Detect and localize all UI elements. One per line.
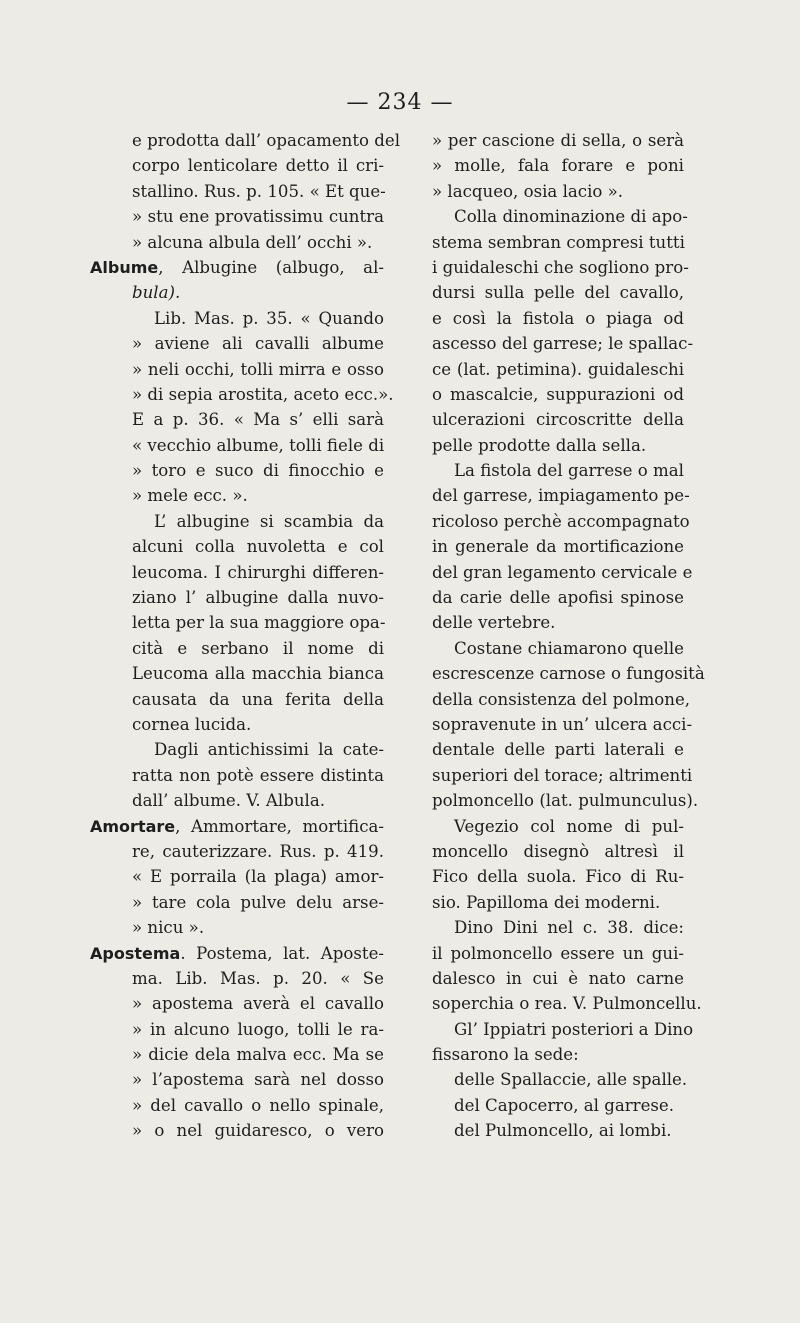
entry-definition: , Ammortare, mortifica- (175, 816, 384, 836)
text-line: causata da una ferita della (132, 689, 384, 709)
text-line: stallino. Rus. p. 105. « Et que- (132, 181, 386, 201)
text-line: cornea lucida. (132, 714, 252, 734)
text-line: » alcuna albula dell’ occhi ». (132, 232, 373, 252)
text-line: dall’ albume. V. Albula. (132, 791, 325, 811)
text-line: » per cascione di sella, o serà (432, 131, 684, 150)
text-line: del Capocerro, al garrese. (454, 1095, 675, 1115)
text-line: escrescenze carnose o fungosità (432, 664, 705, 684)
text-line: dalesco in cui è nato carne (432, 968, 684, 988)
entry-definition: , Albugine (albugo, al- (158, 257, 384, 277)
text-line: re, cauterizzare. Rus. p. 419. (132, 841, 384, 861)
text-line: » lacqueo, osia lacio ». (432, 181, 624, 201)
text-line: i guidaleschi che sogliono pro- (432, 257, 689, 277)
right-column (432, 128, 705, 1144)
text-line: ricoloso perchè accompagnato (432, 511, 690, 531)
text-line: » l’apostema sarà nel dosso (132, 1070, 384, 1090)
page-number: — 234 — (346, 90, 454, 115)
text-line: » stu ene provatissimu cuntra (132, 207, 384, 227)
text-line: leucoma. I chirurghi differen- (132, 562, 384, 582)
text-line: cità e serbano il nome di (132, 638, 384, 658)
text-line: ulcerazioni circoscritte della (432, 410, 684, 430)
text-line: » dicie dela malva ecc. Ma se (132, 1045, 384, 1065)
text-line: La fistola del garrese o mal (454, 461, 684, 481)
entry-headword: Apostema (90, 943, 181, 963)
text-line: moncello disegnò altresì il (432, 841, 684, 861)
entry-headword-line (90, 255, 384, 280)
text-line: Leucoma alla macchia bianca (132, 664, 384, 684)
entry-headword-line (90, 941, 384, 966)
text-line: fissarono la sede: (432, 1045, 579, 1065)
text-line: Costane chiamarono quelle (454, 638, 684, 658)
text-line: E a p. 36. « Ma s’ elli sarà (132, 410, 384, 430)
text-line: L’ albugine si scambia da (154, 511, 384, 531)
text-line: « E porraila (la plaga) amor- (132, 867, 384, 887)
text-line: il polmoncello essere un gui- (432, 943, 684, 963)
text-line: » di sepia arostita, aceto ecc.». (132, 384, 394, 404)
entry-headword-line (90, 814, 384, 839)
text-line: » molle, fala forare e poni (432, 156, 684, 176)
text-line: Dino Dini nel c. 38. dice: (454, 918, 684, 938)
text-line: del Pulmoncello, ai lombi. (454, 1121, 672, 1141)
text-line: ce (lat. petimina). guidaleschi (432, 359, 684, 379)
text-line: del garrese, impiagamento pe- (432, 486, 690, 506)
entry-definition: . Postema, lat. Aposte- (180, 943, 384, 963)
text-line: polmoncello (lat. pulmunculus). (432, 791, 699, 811)
text-line: Gl’ Ippiatri posteriori a Dino (454, 1019, 694, 1039)
text-line: dursi sulla pelle del cavallo, (432, 283, 684, 303)
text-line: Vegezio col nome di pul- (454, 816, 684, 836)
text-line: » aviene ali cavalli albume (132, 334, 384, 354)
text-line: ma. Lib. Mas. p. 20. « Se (132, 968, 384, 988)
text-line: » toro e suco di finocchio e (132, 461, 384, 481)
text-line: da carie delle apofisi spinose (432, 588, 684, 608)
text-line: Fico della suola. Fico di Ru- (432, 867, 684, 887)
text-line: dentale delle parti laterali e (432, 740, 684, 760)
text-line: ratta non potè essere distinta (132, 765, 384, 785)
text-line: » neli occhi, tolli mirra e osso (132, 359, 384, 379)
text-line: in generale da mortificazione (432, 537, 684, 557)
text-line: letta per la sua maggiore opa- (132, 613, 386, 633)
text-line: » o nel guidaresco, o vero (132, 1121, 384, 1141)
text-line: del gran legamento cervicale e (432, 562, 693, 582)
text-line: ascesso del garrese; le spallac- (432, 334, 694, 354)
text-line: Colla dinominazione di apo- (454, 207, 688, 227)
entry-headword: Amortare (90, 816, 176, 836)
text-line: corpo lenticolare detto il cri- (132, 156, 384, 176)
text-line: » tare cola pulve delu arse- (132, 892, 384, 912)
text-line: Dagli antichissimi la cate- (154, 740, 384, 760)
text-line: o mascalcie, suppurazioni od (432, 384, 684, 404)
text-line: Lib. Mas. p. 35. « Quando (154, 308, 384, 328)
text-line: » in alcuno luogo, tolli le ra- (132, 1019, 384, 1039)
text-line: delle Spallaccie, alle spalle. (454, 1070, 688, 1090)
entry-headword: Albume (90, 257, 159, 277)
text-line: » mele ecc. ». (132, 486, 248, 506)
text-line: e così la fistola o piaga od (432, 308, 684, 328)
text-line: stema sembran compresi tutti (432, 232, 685, 252)
text-line: pelle prodotte dalla sella. (432, 435, 647, 455)
text-line: » apostema averà el cavallo (132, 994, 384, 1014)
text-line: sopravenute in un’ ulcera acci- (432, 714, 693, 734)
text-line: bula). (132, 283, 181, 303)
text-line: e prodotta dall’ opacamento del (132, 131, 401, 150)
text-line: « vecchio albume, tolli fiele di (132, 435, 385, 455)
text-line: superiori del torace; altrimenti (432, 765, 693, 785)
text-line: soperchia o rea. V. Pulmoncellu. (432, 994, 702, 1014)
text-line: della consistenza del polmone, (432, 689, 691, 709)
text-line: alcuni colla nuvoletta e col (132, 537, 384, 557)
text-line: » del cavallo o nello spinale, (132, 1095, 384, 1115)
text-line: ziano l’ albugine dalla nuvo- (132, 588, 384, 608)
text-line: sio. Papilloma dei moderni. (432, 892, 661, 912)
text-line: delle vertebre. (432, 613, 556, 633)
text-line: » nicu ». (132, 918, 205, 938)
left-column (90, 128, 401, 1144)
